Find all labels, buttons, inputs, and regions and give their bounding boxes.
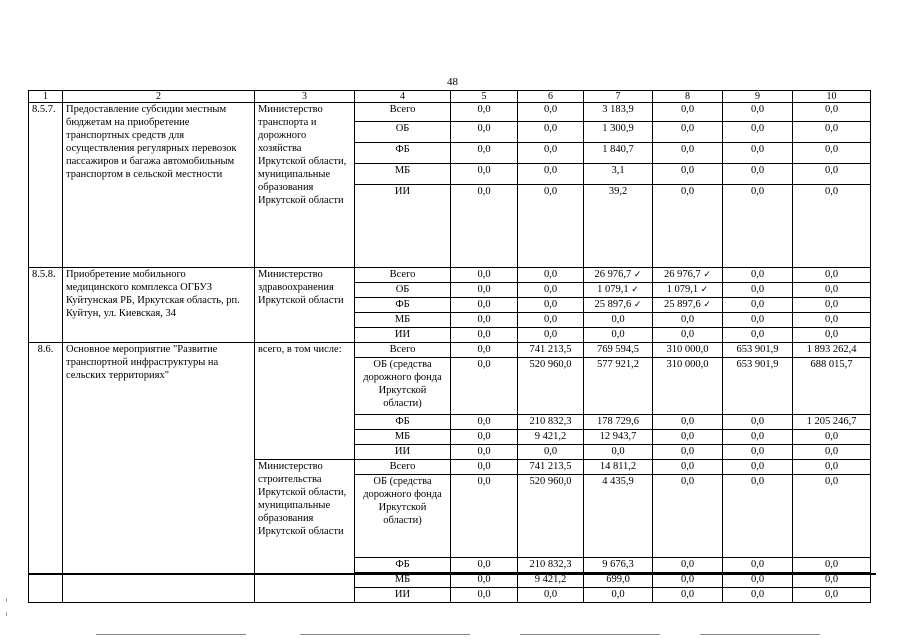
value-cell: 0,0 — [451, 143, 518, 164]
value-cell: 0,0 — [723, 103, 793, 122]
value-cell: 0,0 — [723, 415, 793, 430]
value-cell: 0,0 — [518, 143, 584, 164]
value-cell: 0,0 — [653, 143, 723, 164]
column-header: 5 — [451, 91, 518, 103]
source-cell: ИИ — [355, 588, 451, 603]
item-executor: Министерство здравоохранения Иркутской области — [255, 268, 355, 343]
value-cell: 210 832,3 — [518, 415, 584, 430]
source-cell: МБ — [355, 430, 451, 445]
value-cell: 0,0 — [518, 588, 584, 603]
value-cell: 0,0 — [653, 573, 723, 588]
source-cell: ИИ — [355, 445, 451, 460]
value-cell: 210 832,3 — [518, 558, 584, 573]
value-cell: 0,0 — [723, 143, 793, 164]
value-cell: 0,0 — [723, 185, 793, 268]
value-cell: 0,0 — [723, 122, 793, 143]
table-row — [29, 343, 871, 358]
value-cell: 0,0 — [451, 430, 518, 445]
value-cell: 0,0 — [723, 460, 793, 475]
value-cell: 0,0 — [451, 475, 518, 558]
column-header: 1 — [29, 91, 63, 103]
item-executor: Министерство строительства Иркутской области, муниципальные образования Иркутской области — [255, 460, 355, 603]
item-number: 8.5.7. — [29, 103, 63, 268]
value-cell: 3,1 — [584, 164, 653, 185]
value-cell: 653 901,9 — [723, 358, 793, 415]
value-cell: 3 183,9 — [584, 103, 653, 122]
source-cell: ИИ — [355, 185, 451, 268]
source-cell: ОБ — [355, 283, 451, 298]
value-cell: 0,0 — [653, 475, 723, 558]
item-executor: Министерство транспорта и дорожного хозяйства Иркутской области, муниципальные образования Иркутской области — [255, 103, 355, 268]
value-cell: 310 000,0 — [653, 343, 723, 358]
value-cell: 0,0 — [723, 558, 793, 573]
column-header: 6 — [518, 91, 584, 103]
value-cell: 0,0 — [793, 103, 871, 122]
source-cell: МБ — [355, 313, 451, 328]
value-cell: 0,0 — [723, 445, 793, 460]
value-cell: 0,0 — [793, 475, 871, 558]
value-cell: 178 729,6 — [584, 415, 653, 430]
column-header: 10 — [793, 91, 871, 103]
value-cell: 688 015,7 — [793, 358, 871, 415]
source-cell: ФБ — [355, 415, 451, 430]
value-cell: 0,0 — [451, 445, 518, 460]
check-mark-icon: ✓ — [631, 284, 639, 294]
value-cell: 4 435,9 — [584, 475, 653, 558]
scan-artifact — [6, 612, 7, 616]
value-cell: 0,0 — [518, 283, 584, 298]
value-cell: 0,0 — [653, 313, 723, 328]
value-cell: 0,0 — [653, 415, 723, 430]
value-cell: 39,2 — [584, 185, 653, 268]
value-cell: 0,0 — [723, 430, 793, 445]
value-cell: 0,0 — [451, 328, 518, 343]
value-cell: 741 213,5 — [518, 460, 584, 475]
value-cell: 0,0 — [793, 268, 871, 283]
source-cell: ФБ — [355, 143, 451, 164]
value-cell: 0,0 — [793, 283, 871, 298]
value-cell: 0,0 — [723, 268, 793, 283]
column-header: 4 — [355, 91, 451, 103]
value-cell: 1 893 262,4 — [793, 343, 871, 358]
value-cell: 0,0 — [451, 573, 518, 588]
source-cell: ИИ — [355, 328, 451, 343]
value-cell: 0,0 — [653, 122, 723, 143]
value-cell: 0,0 — [584, 313, 653, 328]
value-cell: 0,0 — [793, 460, 871, 475]
value-cell: 0,0 — [518, 298, 584, 313]
value-cell: 26 976,7 ✓ — [653, 268, 723, 283]
value-cell: 0,0 — [451, 283, 518, 298]
value-cell: 1 079,1 ✓ — [653, 283, 723, 298]
value-cell: 9 676,3 — [584, 558, 653, 573]
value-cell: 0,0 — [723, 475, 793, 558]
value-cell: 0,0 — [793, 558, 871, 573]
value-cell: 0,0 — [653, 430, 723, 445]
value-cell: 12 943,7 — [584, 430, 653, 445]
scan-artifact — [700, 634, 820, 635]
value-cell: 0,0 — [723, 164, 793, 185]
value-cell: 0,0 — [451, 558, 518, 573]
value-cell: 9 421,2 — [518, 573, 584, 588]
value-cell: 1 079,1 ✓ — [584, 283, 653, 298]
value-cell: 0,0 — [723, 313, 793, 328]
value-cell: 0,0 — [518, 328, 584, 343]
table-bottom-border — [28, 573, 876, 575]
value-cell: 310 000,0 — [653, 358, 723, 415]
value-cell: 0,0 — [451, 313, 518, 328]
column-header: 8 — [653, 91, 723, 103]
scan-artifact — [6, 598, 7, 602]
value-cell: 520 960,0 — [518, 358, 584, 415]
value-cell: 0,0 — [793, 588, 871, 603]
value-cell: 25 897,6 ✓ — [653, 298, 723, 313]
page-number: 48 — [447, 76, 458, 88]
value-cell: 741 213,5 — [518, 343, 584, 358]
value-cell: 0,0 — [518, 268, 584, 283]
item-name: Предоставление субсидии местным бюджетам на приобретение транспортных средств для осуществления регулярных перевозок пассажиров и багажа автомобильным транспортом в сельской местности — [63, 103, 255, 268]
source-cell: ФБ — [355, 298, 451, 313]
scan-artifact — [96, 634, 246, 635]
table-row — [29, 103, 871, 122]
value-cell: 0,0 — [451, 415, 518, 430]
check-mark-icon: ✓ — [703, 269, 711, 279]
value-cell: 0,0 — [653, 460, 723, 475]
value-cell: 0,0 — [793, 143, 871, 164]
source-cell: ОБ (средства дорожного фонда Иркутской области) — [355, 358, 451, 415]
item-name: Основное мероприятие "Развитие транспортной инфраструктуры на сельских территориях" — [63, 343, 255, 603]
source-cell: Всего — [355, 268, 451, 283]
value-cell: 0,0 — [451, 460, 518, 475]
value-cell: 699,0 — [584, 573, 653, 588]
value-cell: 0,0 — [793, 445, 871, 460]
value-cell: 0,0 — [653, 445, 723, 460]
value-cell: 0,0 — [793, 164, 871, 185]
value-cell: 0,0 — [451, 122, 518, 143]
column-header: 3 — [255, 91, 355, 103]
value-cell: 0,0 — [653, 328, 723, 343]
table-row — [29, 268, 871, 283]
value-cell: 0,0 — [451, 588, 518, 603]
value-cell: 9 421,2 — [518, 430, 584, 445]
source-cell: Всего — [355, 103, 451, 122]
value-cell: 25 897,6 ✓ — [584, 298, 653, 313]
value-cell: 0,0 — [793, 328, 871, 343]
item-number: 8.5.8. — [29, 268, 63, 343]
value-cell: 0,0 — [793, 298, 871, 313]
value-cell: 0,0 — [653, 103, 723, 122]
item-name: Приобретение мобильного медицинского комплекса ОГБУЗ Куйтунская РБ, Иркутская область, рп. Куйтун, ул. Киевская, 34 — [63, 268, 255, 343]
source-cell: ОБ (средства дорожного фонда Иркутской области) — [355, 475, 451, 558]
value-cell: 0,0 — [723, 588, 793, 603]
value-cell: 0,0 — [723, 573, 793, 588]
scan-artifact — [520, 634, 660, 635]
value-cell: 653 901,9 — [723, 343, 793, 358]
value-cell: 0,0 — [584, 328, 653, 343]
value-cell: 0,0 — [793, 573, 871, 588]
value-cell: 520 960,0 — [518, 475, 584, 558]
value-cell: 577 921,2 — [584, 358, 653, 415]
value-cell: 0,0 — [793, 313, 871, 328]
source-cell: Всего — [355, 460, 451, 475]
item-number: 8.6. — [29, 343, 63, 603]
value-cell: 0,0 — [451, 358, 518, 415]
value-cell: 0,0 — [451, 103, 518, 122]
source-cell: Всего — [355, 343, 451, 358]
value-cell: 1 840,7 — [584, 143, 653, 164]
value-cell: 0,0 — [451, 268, 518, 283]
value-cell: 0,0 — [451, 343, 518, 358]
value-cell: 1 300,9 — [584, 122, 653, 143]
item-executor: всего, в том числе: — [255, 343, 355, 460]
value-cell: 0,0 — [653, 588, 723, 603]
value-cell: 0,0 — [653, 164, 723, 185]
value-cell: 0,0 — [653, 558, 723, 573]
value-cell: 0,0 — [451, 185, 518, 268]
check-mark-icon: ✓ — [700, 284, 709, 294]
value-cell: 14 811,2 — [584, 460, 653, 475]
value-cell: 0,0 — [518, 185, 584, 268]
value-cell: 0,0 — [584, 588, 653, 603]
value-cell: 0,0 — [653, 185, 723, 268]
check-mark-icon: ✓ — [633, 299, 642, 309]
check-mark-icon: ✓ — [633, 269, 642, 279]
value-cell: 0,0 — [518, 103, 584, 122]
value-cell: 0,0 — [518, 445, 584, 460]
source-cell: МБ — [355, 164, 451, 185]
source-cell: МБ — [355, 573, 451, 588]
header-row — [29, 91, 871, 103]
column-header: 9 — [723, 91, 793, 103]
value-cell: 0,0 — [451, 298, 518, 313]
source-cell: ОБ — [355, 122, 451, 143]
value-cell: 0,0 — [723, 328, 793, 343]
value-cell: 0,0 — [518, 164, 584, 185]
program-table — [28, 90, 871, 603]
scan-artifact — [300, 634, 470, 635]
check-mark-icon: ✓ — [703, 299, 711, 309]
value-cell: 0,0 — [793, 122, 871, 143]
value-cell: 26 976,7 ✓ — [584, 268, 653, 283]
value-cell: 769 594,5 — [584, 343, 653, 358]
value-cell: 0,0 — [451, 164, 518, 185]
value-cell: 0,0 — [518, 122, 584, 143]
source-cell: ФБ — [355, 558, 451, 573]
value-cell: 0,0 — [518, 313, 584, 328]
value-cell: 0,0 — [584, 445, 653, 460]
value-cell: 1 205 246,7 — [793, 415, 871, 430]
value-cell: 0,0 — [793, 185, 871, 268]
column-header: 2 — [63, 91, 255, 103]
column-header: 7 — [584, 91, 653, 103]
value-cell: 0,0 — [723, 283, 793, 298]
value-cell: 0,0 — [793, 430, 871, 445]
value-cell: 0,0 — [723, 298, 793, 313]
